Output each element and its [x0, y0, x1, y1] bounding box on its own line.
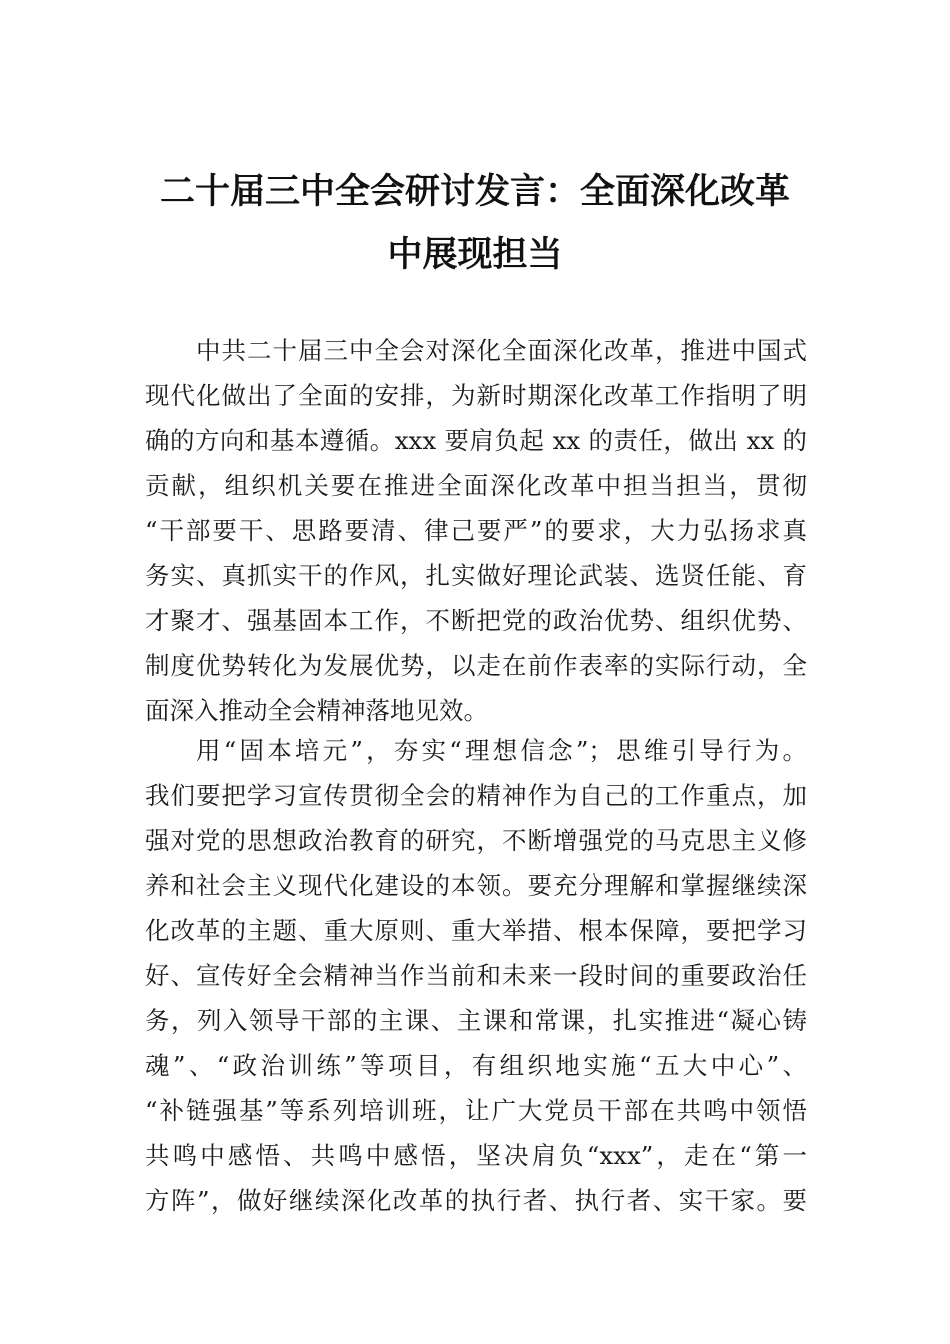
- paragraph-line: “干部要干、思路要清、律己要严”的要求，大力弘扬求真: [145, 516, 807, 545]
- paragraph-line: 务实、真抓实干的作风，扎实做好理论武装、选贤任能、育: [145, 561, 807, 590]
- paragraph-line: 方阵”，做好继续深化改革的执行者、执行者、实干家。要: [145, 1186, 807, 1215]
- paragraph-line: 确的方向和基本遵循。xxx 要肩负起 xx 的责任，做出 xx 的: [145, 426, 807, 455]
- paragraph-line: 现代化做出了全面的安排，为新时期深化改革工作指明了明: [145, 381, 807, 410]
- paragraph-line: 面深入推动全会精神落地见效。: [145, 696, 488, 725]
- paragraph-line: 才聚才、强基固本工作，不断把党的政治优势、组织优势、: [145, 606, 807, 635]
- paragraph-line: “补链强基”等系列培训班，让广大党员干部在共鸣中领悟: [145, 1096, 807, 1125]
- paragraph-line: 务，列入领导干部的主课、主课和常课，扎实推进“凝心铸: [145, 1006, 807, 1035]
- paragraph-line: 化改革的主题、重大原则、重大举措、根本保障，要把学习: [145, 916, 807, 945]
- paragraph-line: 魂”、“政治训练”等项目，有组织地实施“五大中心”、: [145, 1051, 807, 1080]
- paragraph-line: 制度优势转化为发展优势，以走在前作表率的实际行动，全: [145, 651, 807, 680]
- paragraph-line: 强对党的思想政治教育的研究，不断增强党的马克思主义修: [145, 826, 807, 855]
- paragraph-line: 好、宣传好全会精神当作当前和未来一段时间的重要政治任: [145, 961, 807, 990]
- paragraph-line: 贡献，组织机关要在推进全面深化改革中担当担当，贯彻: [145, 471, 807, 500]
- paragraph-line: 养和社会主义现代化建设的本领。要充分理解和掌握继续深: [145, 871, 807, 900]
- document-title-line-2: 中展现担当: [387, 234, 563, 275]
- paragraph-line: 用“固本培元”，夯实“理想信念”；思维引导行为。: [196, 736, 807, 765]
- document-title-line-1: 二十届三中全会研讨发言：全面深化改革: [159, 171, 790, 212]
- paragraph-line: 我们要把学习宣传贯彻全会的精神作为自己的工作重点，加: [145, 781, 807, 810]
- paragraph-line: 中共二十届三中全会对深化全面深化改革，推进中国式: [196, 336, 807, 365]
- paragraph-line: 共鸣中感悟、共鸣中感悟，坚决肩负“xxx”，走在“第一: [145, 1141, 807, 1170]
